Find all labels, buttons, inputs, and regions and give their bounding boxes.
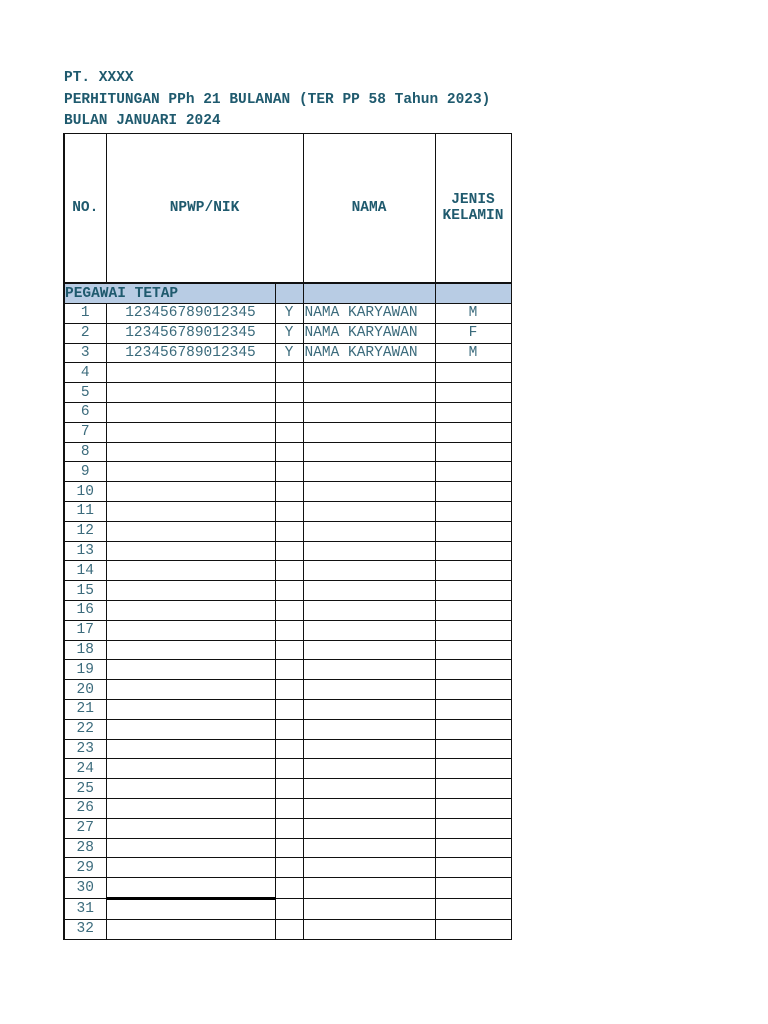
jenis-kelamin-cell[interactable]: F [435,323,511,343]
jenis-kelamin-cell[interactable] [435,501,511,521]
jenis-label: JENIS [451,192,495,208]
jenis-kelamin-cell[interactable] [435,442,511,462]
nama-cell[interactable] [303,699,435,719]
row-number[interactable]: 14 [64,561,106,581]
row-number[interactable]: 8 [64,442,106,462]
jenis-kelamin-cell[interactable] [435,818,511,838]
table-row [64,600,511,620]
flag-cell[interactable] [275,699,303,719]
table-row [64,541,511,561]
flag-cell[interactable] [275,919,303,939]
jenis-kelamin-cell[interactable] [435,402,511,422]
row-number[interactable]: 25 [64,779,106,799]
table-row [64,343,511,363]
row-number[interactable]: 23 [64,739,106,759]
flag-cell[interactable] [275,680,303,700]
nama-cell[interactable] [303,680,435,700]
npwp-cell[interactable] [106,779,275,799]
flag-cell[interactable] [275,858,303,878]
npwp-cell[interactable] [106,363,275,383]
row-number[interactable]: 20 [64,680,106,700]
table-row [64,581,511,601]
flag-cell[interactable] [275,759,303,779]
nama-cell[interactable] [303,600,435,620]
nama-cell[interactable] [303,838,435,858]
row-number[interactable]: 17 [64,620,106,640]
flag-cell[interactable]: Y [275,323,303,343]
table-row [64,521,511,541]
jenis-kelamin-cell[interactable] [435,858,511,878]
flag-cell[interactable] [275,521,303,541]
row-number[interactable]: 18 [64,640,106,660]
table-row [64,739,511,759]
jenis-kelamin-cell[interactable] [435,680,511,700]
row-number[interactable]: 9 [64,462,106,482]
npwp-cell[interactable] [106,818,275,838]
npwp-cell[interactable]: 123456789012345 [106,323,275,343]
kelamin-label: KELAMIN [442,208,504,224]
npwp-cell[interactable] [106,501,275,521]
row-number[interactable]: 10 [64,482,106,502]
jenis-kelamin-cell[interactable] [435,878,511,899]
npwp-cell[interactable] [106,521,275,541]
jenis-kelamin-cell[interactable] [435,779,511,799]
table-row [64,363,511,383]
table-row [64,482,511,502]
npwp-cell[interactable] [106,719,275,739]
npwp-cell[interactable] [106,442,275,462]
row-number[interactable]: 15 [64,581,106,601]
flag-cell[interactable] [275,600,303,620]
table-row [64,759,511,779]
nama-cell[interactable] [303,363,435,383]
jenis-kelamin-cell[interactable] [435,798,511,818]
nama-cell[interactable] [303,898,435,919]
flag-cell[interactable] [275,561,303,581]
nama-cell[interactable] [303,482,435,502]
jenis-kelamin-cell[interactable] [435,521,511,541]
jenis-kelamin-cell[interactable] [435,422,511,442]
row-number[interactable]: 16 [64,600,106,620]
flag-cell[interactable]: Y [275,304,303,324]
npwp-cell[interactable] [106,919,275,939]
flag-cell[interactable] [275,501,303,521]
flag-cell[interactable] [275,482,303,502]
flag-cell[interactable] [275,779,303,799]
jenis-kelamin-cell[interactable] [435,581,511,601]
nama-cell[interactable] [303,759,435,779]
row-number[interactable]: 7 [64,422,106,442]
table-row [64,818,511,838]
flag-cell[interactable] [275,660,303,680]
row-number[interactable]: 19 [64,660,106,680]
row-number[interactable]: 22 [64,719,106,739]
row-number[interactable]: 12 [64,521,106,541]
flag-cell[interactable] [275,878,303,899]
npwp-cell[interactable] [106,838,275,858]
nama-cell[interactable] [303,798,435,818]
flag-cell[interactable] [275,462,303,482]
flag-cell[interactable] [275,442,303,462]
flag-cell[interactable] [275,838,303,858]
flag-cell[interactable] [275,422,303,442]
nama-cell[interactable] [303,878,435,899]
npwp-cell[interactable] [106,898,275,919]
flag-cell[interactable] [275,798,303,818]
jenis-kelamin-cell[interactable] [435,462,511,482]
row-number[interactable]: 32 [64,919,106,939]
nama-cell[interactable]: NAMA KARYAWAN [303,323,435,343]
table-row [64,680,511,700]
nama-cell[interactable]: NAMA KARYAWAN [303,343,435,363]
nama-cell[interactable] [303,858,435,878]
jenis-kelamin-cell[interactable] [435,898,511,919]
jenis-kelamin-cell[interactable] [435,640,511,660]
row-number[interactable]: 2 [64,323,106,343]
flag-cell[interactable] [275,620,303,640]
nama-cell[interactable] [303,620,435,640]
npwp-cell[interactable] [106,858,275,878]
company-name: PT. XXXX [64,70,134,86]
npwp-cell[interactable] [106,402,275,422]
npwp-cell[interactable] [106,680,275,700]
table-row [64,878,511,899]
jenis-kelamin-cell[interactable] [435,739,511,759]
jenis-kelamin-cell[interactable] [435,699,511,719]
nama-cell[interactable] [303,581,435,601]
nama-cell[interactable] [303,818,435,838]
table-row [64,402,511,422]
table-row [64,442,511,462]
group-label[interactable]: PEGAWAI TETAP [64,283,275,304]
npwp-cell[interactable] [106,620,275,640]
npwp-cell[interactable] [106,798,275,818]
jenis-kelamin-cell[interactable] [435,620,511,640]
nama-cell[interactable] [303,719,435,739]
group-row [64,283,511,304]
row-number[interactable]: 31 [64,898,106,919]
flag-cell[interactable] [275,739,303,759]
flag-cell[interactable]: Y [275,343,303,363]
flag-cell[interactable] [275,383,303,403]
row-number[interactable]: 26 [64,798,106,818]
flag-cell[interactable] [275,898,303,919]
npwp-cell[interactable]: 123456789012345 [106,304,275,324]
npwp-cell[interactable] [106,422,275,442]
flag-cell[interactable] [275,402,303,422]
npwp-cell[interactable] [106,482,275,502]
jenis-kelamin-cell[interactable] [435,919,511,939]
table-row [64,620,511,640]
jenis-kelamin-cell[interactable] [435,838,511,858]
nama-cell[interactable] [303,561,435,581]
table-row [64,898,511,919]
table-row [64,422,511,442]
npwp-cell[interactable] [106,739,275,759]
nama-cell[interactable] [303,462,435,482]
cell[interactable] [303,283,435,304]
flag-cell[interactable] [275,541,303,561]
table-row [64,919,511,939]
npwp-cell[interactable] [106,878,275,899]
table-row [64,798,511,818]
row-number[interactable]: 24 [64,759,106,779]
table-row [64,323,511,343]
jenis-kelamin-cell[interactable] [435,600,511,620]
jenis-kelamin-cell[interactable] [435,383,511,403]
cell[interactable] [435,283,511,304]
col-header-no: NO. [64,134,106,284]
nama-cell[interactable] [303,919,435,939]
jenis-kelamin-cell[interactable] [435,482,511,502]
flag-cell[interactable] [275,581,303,601]
npwp-cell[interactable] [106,759,275,779]
nama-cell[interactable] [303,660,435,680]
row-number[interactable]: 11 [64,501,106,521]
row-number[interactable]: 30 [64,878,106,899]
col-header-jenis-kelamin [435,134,511,284]
col-header-npwp: NPWP/NIK [106,134,303,284]
nama-cell[interactable] [303,521,435,541]
row-number[interactable]: 28 [64,838,106,858]
row-number[interactable]: 1 [64,304,106,324]
row-number[interactable]: 5 [64,383,106,403]
table-row [64,561,511,581]
jenis-kelamin-cell[interactable]: M [435,343,511,363]
nama-cell[interactable] [303,422,435,442]
col-header-nama: NAMA [303,134,435,284]
nama-cell[interactable] [303,779,435,799]
nama-cell[interactable] [303,402,435,422]
npwp-cell[interactable] [106,660,275,680]
row-number[interactable]: 6 [64,402,106,422]
jenis-kelamin-cell[interactable] [435,363,511,383]
jenis-kelamin-cell[interactable] [435,541,511,561]
table-row [64,462,511,482]
npwp-cell[interactable] [106,462,275,482]
report-title: PERHITUNGAN PPh 21 BULANAN (TER PP 58 Tahun 2023) [64,92,491,108]
flag-cell[interactable] [275,818,303,838]
jenis-kelamin-cell[interactable] [435,719,511,739]
flag-cell[interactable] [275,640,303,660]
row-number[interactable]: 4 [64,363,106,383]
row-number[interactable]: 29 [64,858,106,878]
jenis-kelamin-cell[interactable] [435,759,511,779]
npwp-cell[interactable] [106,561,275,581]
nama-cell[interactable]: NAMA KARYAWAN [303,304,435,324]
table-row [64,660,511,680]
table-row [64,304,511,324]
npwp-cell[interactable] [106,541,275,561]
row-number[interactable]: 21 [64,699,106,719]
cell[interactable] [275,283,303,304]
npwp-cell[interactable]: 123456789012345 [106,343,275,363]
nama-cell[interactable] [303,640,435,660]
nama-cell[interactable] [303,442,435,462]
npwp-cell[interactable] [106,581,275,601]
flag-cell[interactable] [275,719,303,739]
table-row [64,640,511,660]
jenis-kelamin-cell[interactable] [435,660,511,680]
row-number[interactable]: 3 [64,343,106,363]
table-row [64,501,511,521]
nama-cell[interactable] [303,383,435,403]
table-row [64,779,511,799]
table-row [64,858,511,878]
table-row [64,699,511,719]
nama-cell[interactable] [303,541,435,561]
nama-cell[interactable] [303,739,435,759]
row-number[interactable]: 27 [64,818,106,838]
table-row [64,838,511,858]
npwp-cell[interactable] [106,383,275,403]
report-period: BULAN JANUARI 2024 [64,113,221,129]
npwp-cell[interactable] [106,699,275,719]
jenis-kelamin-cell[interactable]: M [435,304,511,324]
table-header-row [64,134,511,284]
flag-cell[interactable] [275,363,303,383]
employee-table [63,133,512,940]
table-row [64,383,511,403]
jenis-kelamin-cell[interactable] [435,561,511,581]
table-row [64,719,511,739]
npwp-cell[interactable] [106,600,275,620]
row-number[interactable]: 13 [64,541,106,561]
npwp-cell[interactable] [106,640,275,660]
nama-cell[interactable] [303,501,435,521]
